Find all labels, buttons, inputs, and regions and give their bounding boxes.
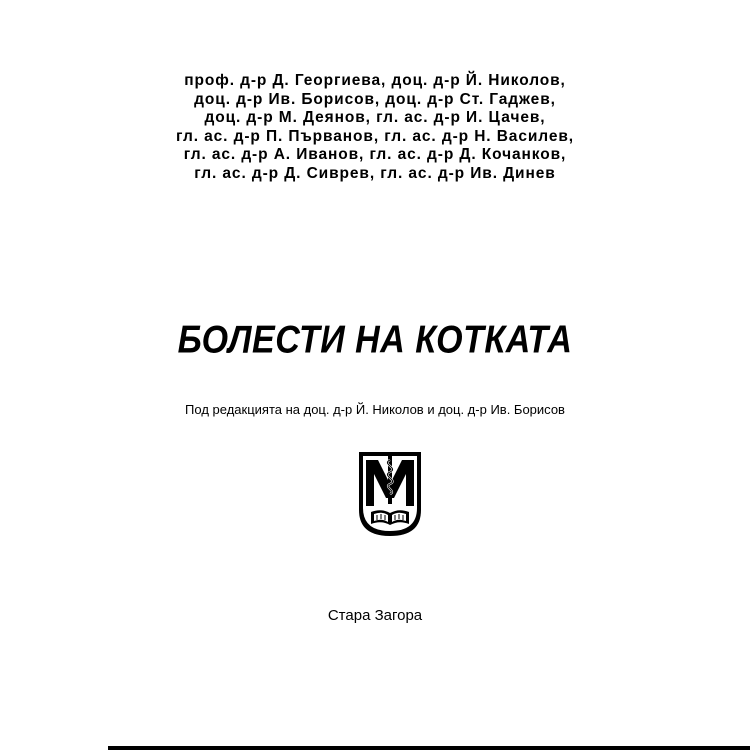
author-line: доц. д-р Ив. Борисов, доц. д-р Ст. Гаджев,: [194, 90, 556, 108]
author-line: гл. ас. д-р Д. Сиврев, гл. ас. д-р Ив. Динев: [194, 164, 556, 182]
bottom-rule: [108, 746, 750, 750]
author-line: гл. ас. д-р А. Иванов, гл. ас. д-р Д. Кочанков,: [183, 146, 567, 163]
author-line: гл. ас. д-р П. Първанов, гл. ас. д-р Н. Василев,: [176, 127, 574, 145]
author-line: проф. д-р Д. Георгиева, доц. д-р Й. Николов,: [184, 72, 566, 89]
author-line: доц. д-р М. Деянов, гл. ас. д-р И. Цачев,: [204, 109, 546, 126]
publication-city: Стара Загора: [327, 607, 423, 624]
publisher-logo-icon: [357, 450, 423, 538]
book-title: БОЛЕСТИ НА КОТКАТА: [177, 318, 573, 362]
authors-block: [0, 72, 750, 183]
editors-line: Под редакцията на доц. д-р Й. Николов и доц. д-р Ив. Борисов: [185, 402, 565, 417]
